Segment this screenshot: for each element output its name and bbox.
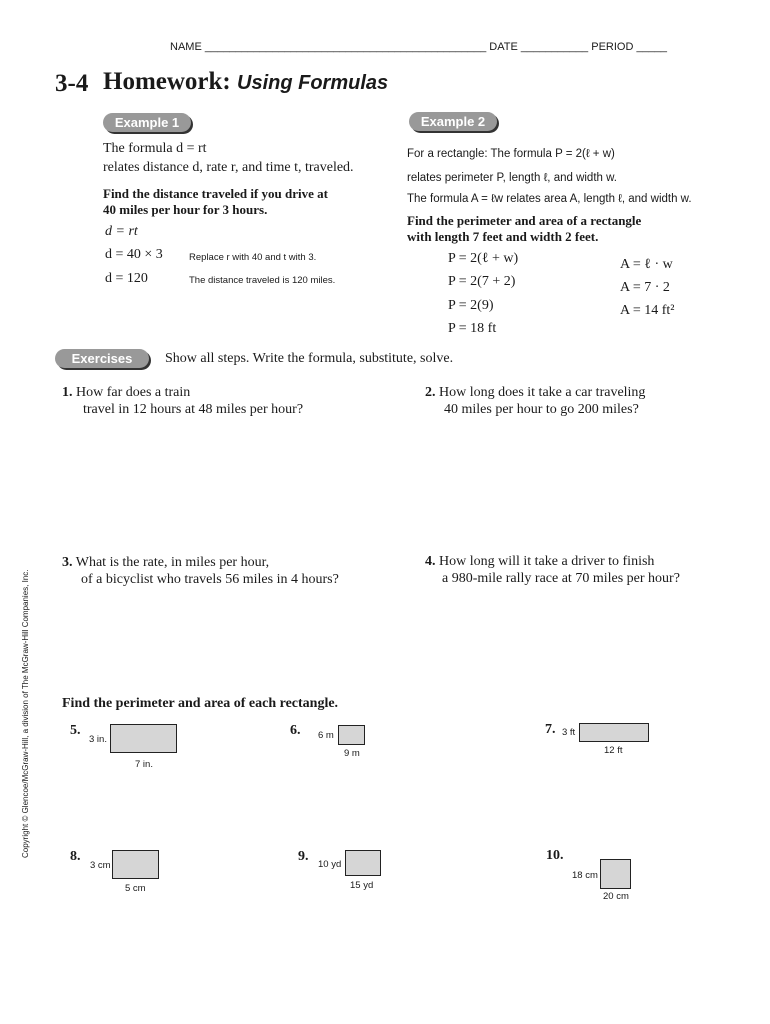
problem-5-length-label: 7 in. xyxy=(135,759,153,770)
example-1-step-2-note: Replace r with 40 and t with 3. xyxy=(189,252,317,263)
rectangles-heading: Find the perimeter and area of each rectangle. xyxy=(62,696,339,711)
area-step-1: A = ℓ · w xyxy=(620,257,673,272)
problem-5-rectangle xyxy=(110,724,177,753)
exercise-1 xyxy=(62,384,303,418)
example-1-step-3: d = 120 xyxy=(105,271,148,286)
exercise-text-line-1: How long will it take a driver to finish xyxy=(439,554,655,569)
problem-8-number: 8. xyxy=(70,849,81,864)
problem-9-number: 9. xyxy=(298,849,309,864)
perimeter-step-4: P = 18 ft xyxy=(448,321,497,336)
problem-6-width-label: 6 m xyxy=(318,730,334,741)
example-2-line-3: The formula A = ℓw relates area A, length ℓ, and width w. xyxy=(407,193,692,205)
example-1-line-1: The formula d = rt xyxy=(103,141,207,156)
example-1-task-line-2: 40 miles per hour for 3 hours. xyxy=(103,202,268,217)
problem-7-length-label: 12 ft xyxy=(604,745,623,756)
problem-9-length-label: 15 yd xyxy=(350,880,374,891)
problem-10-length-label: 20 cm xyxy=(603,891,629,902)
problem-8-length-label: 5 cm xyxy=(125,883,146,894)
example-2-task-line-1: Find the perimeter and area of a rectangle xyxy=(407,213,642,228)
exercise-4 xyxy=(425,553,680,587)
area-step-2: A = 7 · 2 xyxy=(620,280,670,295)
problem-8-width-label: 3 cm xyxy=(90,860,111,871)
exercise-text-line-1: How far does a train xyxy=(76,385,191,400)
exercises-badge: Exercises xyxy=(55,349,149,368)
problem-6-number: 6. xyxy=(290,723,301,738)
problem-9-width-label: 10 yd xyxy=(318,859,342,870)
problem-6-length-label: 9 m xyxy=(344,748,360,759)
exercise-text-line-2: travel in 12 hours at 48 miles per hour? xyxy=(83,402,304,417)
problem-10-width-label: 18 cm xyxy=(572,870,598,881)
copyright-notice: Copyright © Glencoe/McGraw-Hill, a division of The McGraw-Hill Companies, Inc. xyxy=(21,569,30,858)
problem-5-width-label: 3 in. xyxy=(89,734,107,745)
exercises-instruction: Show all steps. Write the formula, substitute, solve. xyxy=(165,351,454,366)
example-1-step-2: d = 40 × 3 xyxy=(105,247,163,262)
name-date-period-line: NAME ______________________________________________ DATE ___________ PERIOD _____ xyxy=(170,41,668,53)
example-1-badge: Example 1 xyxy=(103,113,191,132)
problem-10-number: 10. xyxy=(546,848,564,863)
example-2-task-line-2: with length 7 feet and width 2 feet. xyxy=(407,229,599,244)
problem-7-width-label: 3 ft xyxy=(562,727,576,738)
perimeter-step-2: P = 2(7 + 2) xyxy=(448,274,516,289)
exercise-number: 3. xyxy=(62,555,73,570)
title-word: Homework: xyxy=(103,68,231,95)
page-title xyxy=(103,68,388,96)
exercise-text-line-1: How long does it take a car traveling xyxy=(439,385,646,400)
exercise-text-line-2: 40 miles per hour to go 200 miles? xyxy=(444,402,639,417)
perimeter-step-1: P = 2(ℓ + w) xyxy=(448,251,519,266)
example-1-line-2: relates distance d, rate r, and time t, traveled. xyxy=(103,160,354,175)
problem-6-rectangle xyxy=(338,725,365,745)
example-1-step-3-note: The distance traveled is 120 miles. xyxy=(189,275,336,286)
exercise-text-line-1: What is the rate, in miles per hour, xyxy=(75,555,270,570)
exercise-number: 4. xyxy=(425,554,436,569)
area-step-3: A = 14 ft² xyxy=(620,303,675,318)
perimeter-step-3: P = 2(9) xyxy=(448,298,494,313)
problem-5-number: 5. xyxy=(70,723,81,738)
exercise-number: 1. xyxy=(62,385,73,400)
problem-10-rectangle xyxy=(600,859,631,889)
problem-7-number: 7. xyxy=(545,722,556,737)
exercise-number: 2. xyxy=(425,385,436,400)
exercise-2 xyxy=(425,384,645,418)
lesson-number: 3-4 xyxy=(55,70,89,97)
title-subtitle: Using Formulas xyxy=(237,72,389,94)
example-1-task-line-1: Find the distance traveled if you drive at xyxy=(103,186,328,201)
problem-9-rectangle xyxy=(345,850,381,876)
problem-7-rectangle xyxy=(579,723,649,742)
example-2-line-1: For a rectangle: The formula P = 2(ℓ + w) xyxy=(407,148,615,160)
exercise-3 xyxy=(62,554,339,588)
example-1-step-1: d = rt xyxy=(105,224,138,239)
example-2-line-2: relates perimeter P, length ℓ, and width w. xyxy=(407,172,617,184)
exercise-text-line-2: a 980-mile rally race at 70 miles per hour? xyxy=(442,571,680,586)
problem-8-rectangle xyxy=(112,850,159,879)
exercise-text-line-2: of a bicyclist who travels 56 miles in 4 hours? xyxy=(81,572,339,587)
example-2-badge: Example 2 xyxy=(409,112,497,131)
